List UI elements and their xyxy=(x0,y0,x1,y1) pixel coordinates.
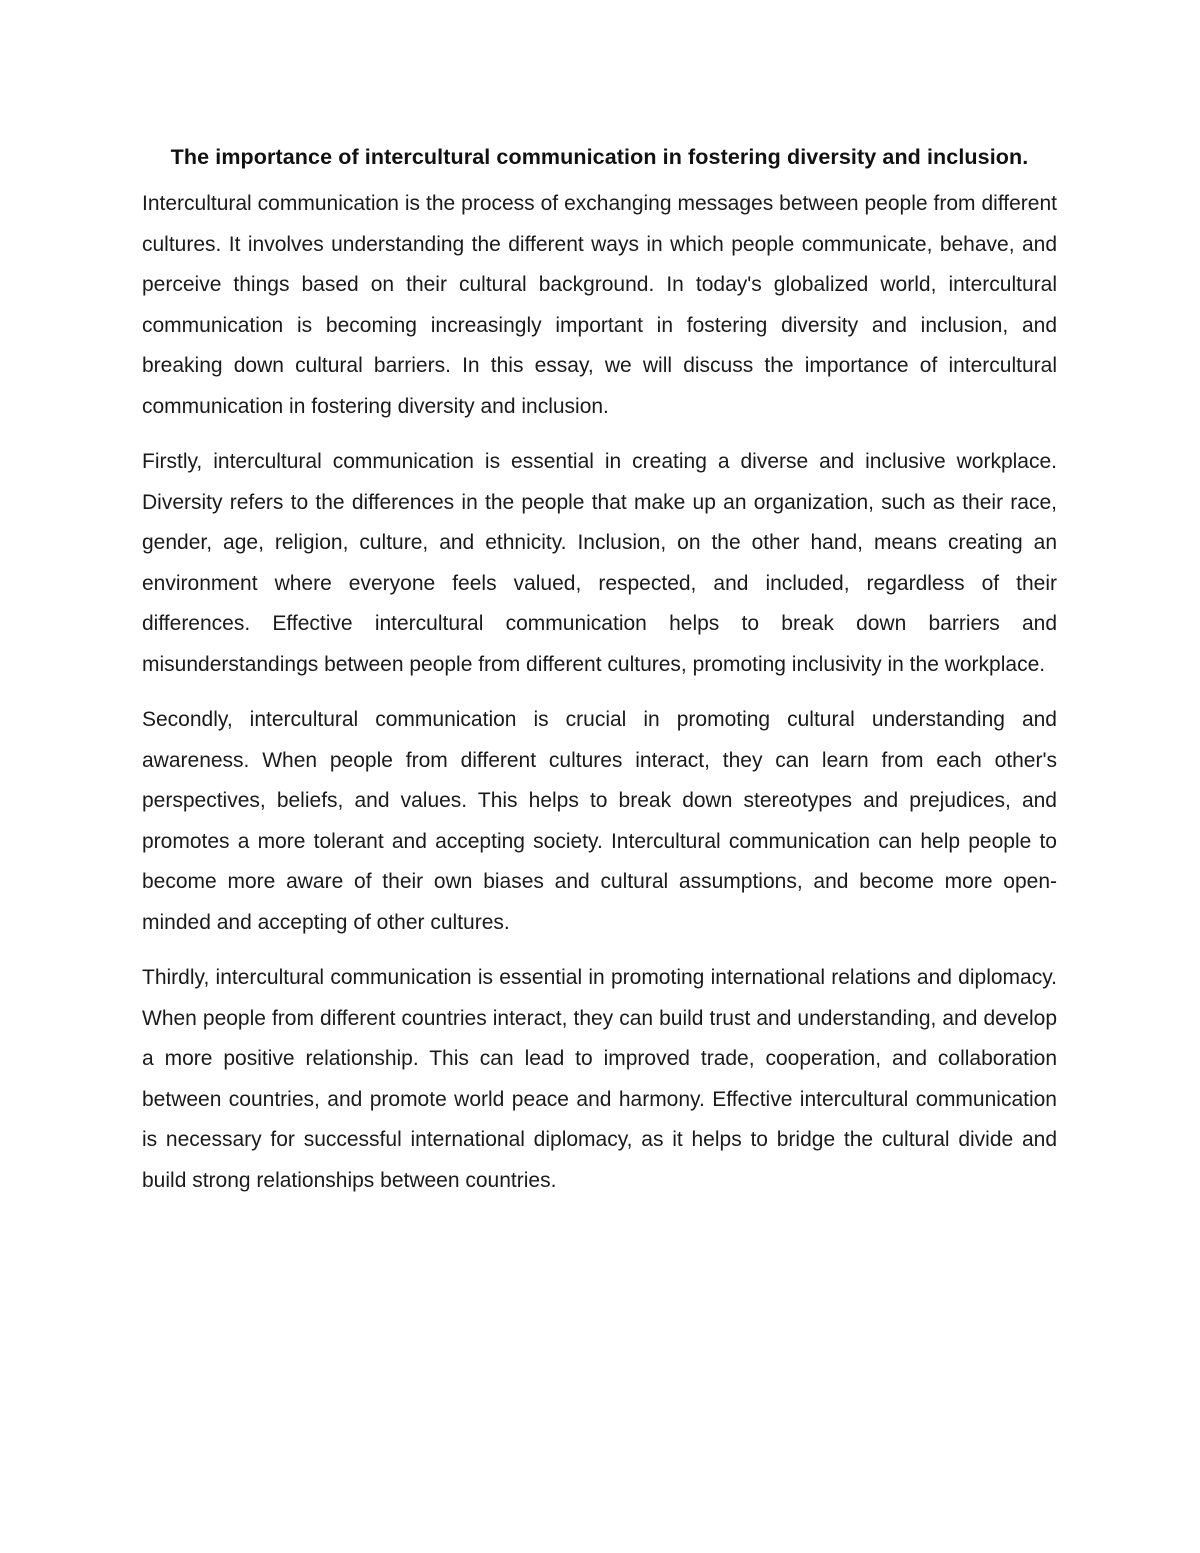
paragraph-firstly: Firstly, intercultural communication is essential in creating a diverse and inclusive workplace. Diversity refers to the differences in the people that make up an organization, such as their race, gender, age, religion, culture, and ethnicity. Inclusion, on the other hand, means creating an environment where everyone feels valued, respected, and included, regardless of their differences. Effective intercultural communication helps to break down barriers and misunderstandings between people from different cultures, promoting inclusivity in the workplace. xyxy=(142,450,1057,676)
paragraph-introduction: Intercultural communication is the process of exchanging messages between people from different cultures. It involves understanding the different ways in which people communicate, behave, and perceive things based on their cultural background. In today's globalized world, intercultural communication is becoming increasingly important in fostering diversity and inclusion, and breaking down cultural barriers. In this essay, we will discuss the importance of intercultural communication in fostering diversity and inclusion. xyxy=(142,192,1057,418)
paragraph-thirdly: Thirdly, intercultural communication is essential in promoting international relations and diplomacy. When people from different countries interact, they can build trust and understanding, and develop a more positive relationship. This can lead to improved trade, cooperation, and collaboration between countries, and promote world peace and harmony. Effective intercultural communication is necessary for successful international diplomacy, as it helps to bridge the cultural divide and build strong relationships between countries. xyxy=(142,966,1057,1192)
document-title: The importance of intercultural communication in fostering diversity and inclusion. xyxy=(170,145,1029,169)
paragraph-secondly: Secondly, intercultural communication is crucial in promoting cultural understanding and awareness. When people from different cultures interact, they can learn from each other's perspectives, beliefs, and values. This helps to break down stereotypes and prejudices, and promotes a more tolerant and accepting society. Intercultural communication can help people to become more aware of their own biases and cultural assumptions, and become more open-minded and accepting of other cultures. xyxy=(142,708,1057,934)
document-body xyxy=(142,142,1057,1216)
